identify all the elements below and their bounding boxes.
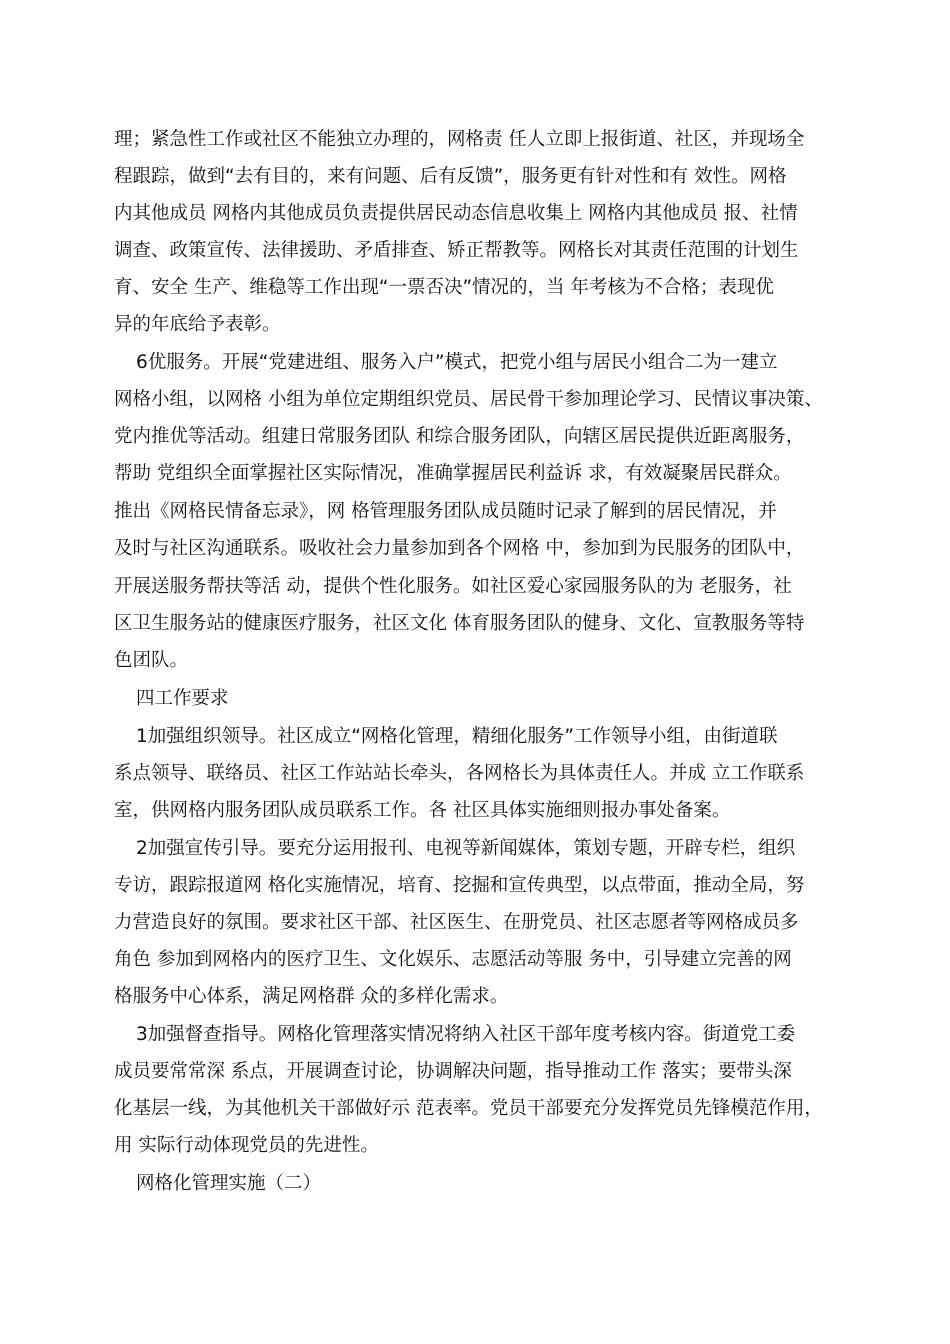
text-line: 党内推优等活动。组建日常服务团队 和综合服务团队，向辖区居民提供近距离服务， [114,426,805,447]
text-line: 3加强督查指导。网格化管理落实情况将纳入社区干部年度考核内容。街道党工委 [136,1024,796,1045]
text-line: 化基层一线，为其他机关干部做好示 范表率。党员干部要充分发挥党员先锋模范作用， [114,1098,823,1119]
text-line: 格服务中心体系，满足网格群 众的多样化需求。 [114,986,509,1007]
text-line: 推出《网格民情备忘录》，网 格管理服务团队成员随时记录了解到的居民情况，并 [114,501,777,522]
text-line: 6优服务。开展“党建进组、服务入户”模式，把党小组与居民小组合二为一建立 [136,352,778,373]
text-line: 1加强组织领导。社区成立“网格化管理，精细化服务”工作领导小组，由街道联 [136,726,778,747]
text-line: 调查、政策宣传、法律援助、矛盾排查、矫正帮教等。网格长对其责任范围的计划生 [114,240,799,261]
text-line: 色团队。 [114,650,189,671]
text-line: 理；紧急性工作或社区不能独立办理的，网格责 任人立即上报街道、社区，并现场全 [114,129,805,150]
text-line: 内其他成员 网格内其他成员负责提供居民动态信息收集上 网格内其他成员 报、社情 [114,203,798,224]
text-line: 帮助 党组织全面掌握社区实际情况，准确掌握居民利益诉 求，有效凝聚居民群众。 [114,463,792,484]
text-line: 成员要常常深 系点，开展调查讨论，协调解决问题，指导推动工作 落实；要带头深 [114,1061,792,1082]
text-line: 开展送服务帮扶等活 动，提供个性化服务。如社区爱心家园服务队的为 老服务，社 [114,576,792,597]
text-line: 2加强宣传引导。要充分运用报刊、电视等新闻媒体，策划专题，开辟专栏，组织 [136,838,796,859]
text-line: 专访，跟踪报道网 格化实施情况，培育、挖掘和宣传典型，以点带面，推动全局，努 [114,875,805,896]
text-line: 用 实际行动体现党员的先进性。 [114,1135,379,1156]
text-line: 程跟踪，做到“去有目的，来有问题、后有反馈”，服务更有针对性和有 效性。网格 [114,166,787,187]
text-line: 及时与社区沟通联系。吸收社会力量参加到各个网格 中，参加到为民服务的团队中， [114,538,805,559]
text-line: 系点领导、联络员、社区工作站站长牵头，各网格长为具体责任人。并成 立工作联系 [114,763,805,784]
text-line: 异的年底给予表彰。 [114,314,281,335]
text-line: 育、安全 生产、维稳等工作出现“一票否决”情况的，当 年考核为不合格；表现优 [114,277,774,298]
text-line: 网格小组，以网格 小组为单位定期组织党员、居民骨干参加理论学习、民情议事决策、 [114,389,823,410]
text-line: 力营造良好的氛围。要求社区干部、社区医生、在册党员、社区志愿者等网格成员多 [114,912,799,933]
text-line: 室，供网格内服务团队成员联系工作。各 社区具体实施细则报办事处备案。 [114,800,731,821]
section-heading: 四工作要求 [136,688,229,709]
text-line: 区卫生服务站的健康医疗服务，社区文化 体育服务团队的健身、文化、宣教服务等特 [114,613,805,634]
section-heading: 网格化管理实施（二） [136,1173,322,1194]
text-line: 角色 参加到网格内的医疗卫生、文化娱乐、志愿活动等服 务中，引导建立完善的网 [114,949,792,970]
